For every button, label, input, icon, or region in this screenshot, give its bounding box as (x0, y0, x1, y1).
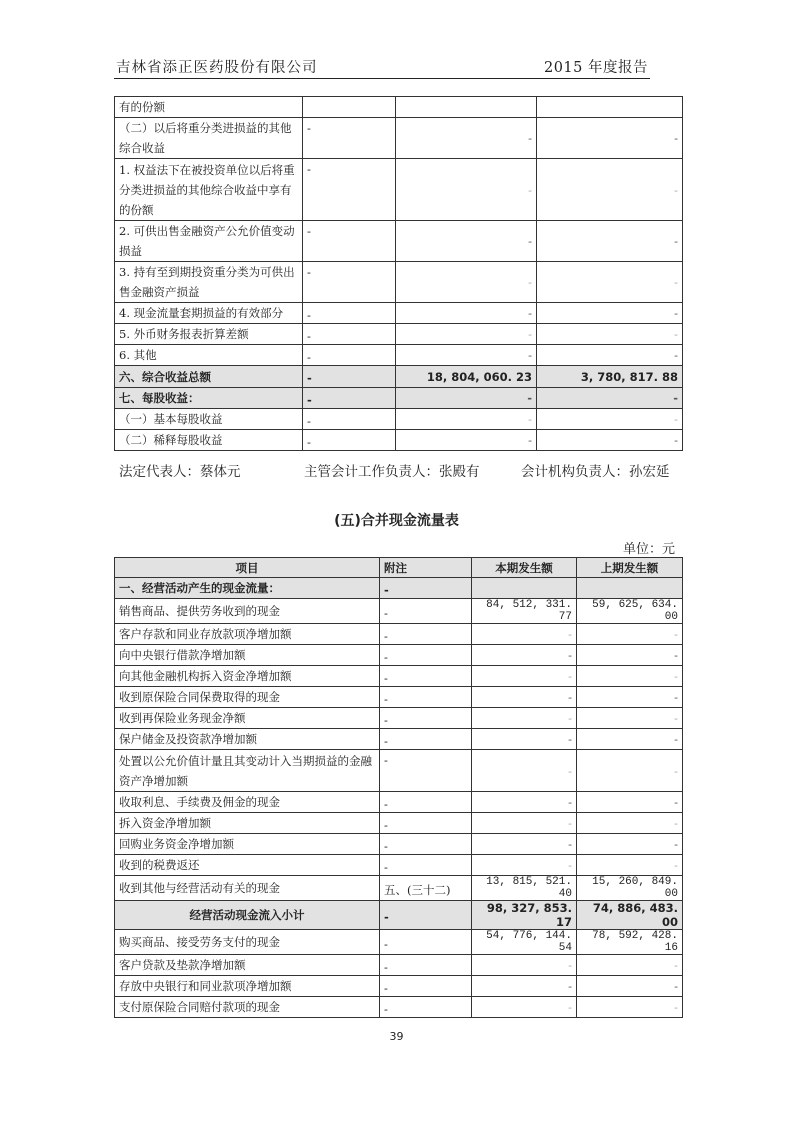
row-label: 经营活动现金流入小计 (115, 901, 380, 930)
table-row (115, 409, 683, 430)
row-label: 1. 权益法下在被投资单位以后将重分类进损益的其他综合收益中享有的份额 (115, 159, 303, 221)
row-note: - (380, 901, 472, 930)
row-previous-value: - (537, 118, 683, 159)
row-note: - (380, 624, 472, 645)
table-row (115, 687, 683, 708)
table-row (115, 430, 683, 451)
row-label: 收取利息、手续费及佣金的现金 (115, 792, 380, 813)
row-current-value: - (396, 345, 537, 366)
table-row (115, 118, 683, 159)
cash-flow-header-row (115, 558, 683, 578)
row-label: 处置以公允价值计量且其变动计入当期损益的金融资产净增加额 (115, 750, 380, 792)
cash-flow-table (114, 557, 683, 1018)
row-label: 客户存款和同业存放款项净增加额 (115, 624, 380, 645)
row-current-value: - (472, 624, 577, 645)
row-note: - (380, 834, 472, 855)
page-number: 39 (389, 1030, 404, 1043)
row-note: - (380, 955, 472, 976)
row-note: 五、(三十二) (380, 876, 472, 901)
header-note: 附注 (380, 558, 472, 578)
row-current-value: - (472, 955, 577, 976)
row-current-value: - (396, 221, 537, 262)
row-note: - (380, 666, 472, 687)
row-note: - (380, 708, 472, 729)
row-note: - (380, 855, 472, 876)
row-previous-value: - (537, 324, 683, 345)
row-label: 收到原保险合同保费取得的现金 (115, 687, 380, 708)
table-row (115, 901, 683, 930)
table-row (115, 855, 683, 876)
table-row (115, 930, 683, 955)
row-current-value: - (472, 729, 577, 750)
row-label: 向中央银行借款净增加额 (115, 645, 380, 666)
row-label: 拆入资金净增加额 (115, 813, 380, 834)
table-row (115, 997, 683, 1018)
table-row (115, 729, 683, 750)
row-note (303, 97, 396, 118)
table-row (115, 159, 683, 221)
row-current-value: - (472, 708, 577, 729)
row-note: - (380, 729, 472, 750)
row-current-value: - (396, 324, 537, 345)
table-row (115, 792, 683, 813)
row-note: - (380, 976, 472, 997)
row-label: 2. 可供出售金融资产公允价值变动损益 (115, 221, 303, 262)
row-label: 有的份额 (115, 97, 303, 118)
table-row (115, 97, 683, 118)
row-label: 购买商品、接受劳务支付的现金 (115, 930, 380, 955)
row-previous-value: - (577, 708, 683, 729)
table-row (115, 262, 683, 303)
header-divider (114, 78, 650, 79)
row-current-value: - (472, 976, 577, 997)
table-row (115, 708, 683, 729)
row-previous-value: - (537, 221, 683, 262)
table-row (115, 750, 683, 792)
row-current-value: 84, 512, 331. 77 (472, 599, 577, 624)
accounting-org-head: 会计机构负责人：孙宏延 (521, 464, 670, 480)
row-current-value: - (396, 118, 537, 159)
table-row (115, 955, 683, 976)
row-label: 一、经营活动产生的现金流量： (115, 578, 380, 599)
row-previous-value: - (577, 834, 683, 855)
row-note: - (303, 366, 396, 388)
row-current-value: - (472, 645, 577, 666)
row-label: 收到再保险业务现金净额 (115, 708, 380, 729)
row-current-value (396, 97, 537, 118)
header-item: 项目 (115, 558, 380, 578)
header-current: 本期发生额 (472, 558, 577, 578)
row-previous-value: 74, 886, 483. 00 (577, 901, 683, 930)
row-label: 七、每股收益： (115, 388, 303, 409)
row-label: 向其他金融机构拆入资金净增加额 (115, 666, 380, 687)
row-note: - (380, 687, 472, 708)
row-previous-value: - (537, 303, 683, 324)
row-label: （二）稀释每股收益 (115, 430, 303, 451)
row-note: - (380, 645, 472, 666)
row-previous-value: - (537, 262, 683, 303)
row-label: 5. 外币财务报表折算差额 (115, 324, 303, 345)
row-note: - (380, 813, 472, 834)
row-previous-value: 15, 260, 849. 00 (577, 876, 683, 901)
row-previous-value (577, 578, 683, 599)
comprehensive-income-table-body (115, 97, 683, 451)
row-current-value: - (472, 792, 577, 813)
row-current-value: 13, 815, 521. 40 (472, 876, 577, 901)
row-previous-value: 59, 625, 634. 00 (577, 599, 683, 624)
row-note: - (380, 750, 472, 792)
row-current-value: - (472, 666, 577, 687)
row-note: - (303, 324, 396, 345)
row-current-value: 54, 776, 144. 54 (472, 930, 577, 955)
row-current-value: - (396, 409, 537, 430)
row-note: - (303, 221, 396, 262)
row-current-value: - (396, 159, 537, 221)
table-row (115, 876, 683, 901)
unit-label: 单位：元 (622, 542, 675, 557)
row-label: 收到的税费返还 (115, 855, 380, 876)
row-label: 保户储金及投资款净增加额 (115, 729, 380, 750)
row-label: （二）以后将重分类进损益的其他综合收益 (115, 118, 303, 159)
row-previous-value (537, 97, 683, 118)
row-previous-value: - (537, 409, 683, 430)
row-previous-value: 3, 780, 817. 88 (537, 366, 683, 388)
row-previous-value: - (537, 430, 683, 451)
row-current-value: 18, 804, 060. 23 (396, 366, 537, 388)
table-row (115, 976, 683, 997)
table-row (115, 366, 683, 388)
legal-representative: 法定代表人：蔡体元 (119, 464, 241, 480)
row-label: 存放中央银行和同业款项净增加额 (115, 976, 380, 997)
row-current-value: - (472, 834, 577, 855)
row-previous-value: - (577, 997, 683, 1018)
row-note: - (303, 262, 396, 303)
section-title: (五)合并现金流量表 (334, 513, 459, 529)
table-row (115, 834, 683, 855)
row-label: 客户贷款及垫款净增加额 (115, 955, 380, 976)
row-current-value: - (472, 750, 577, 792)
row-note: - (303, 118, 396, 159)
row-note: - (380, 930, 472, 955)
row-previous-value: - (537, 159, 683, 221)
row-previous-value: - (577, 687, 683, 708)
row-current-value: - (396, 388, 537, 409)
row-label: 收到其他与经营活动有关的现金 (115, 876, 380, 901)
row-current-value: - (396, 430, 537, 451)
row-previous-value: - (577, 666, 683, 687)
comprehensive-income-table (114, 96, 683, 451)
row-note: - (380, 599, 472, 624)
row-previous-value: - (577, 729, 683, 750)
row-note: - (303, 159, 396, 221)
table-row (115, 303, 683, 324)
header-company: 吉林省添正医药股份有限公司 (116, 60, 318, 76)
table-row (115, 578, 683, 599)
row-previous-value: - (577, 792, 683, 813)
row-current-value: - (396, 303, 537, 324)
table-row (115, 345, 683, 366)
row-current-value: - (472, 687, 577, 708)
row-note: - (380, 792, 472, 813)
row-previous-value: - (577, 750, 683, 792)
row-note: - (380, 578, 472, 599)
row-current-value (472, 578, 577, 599)
table-row (115, 324, 683, 345)
row-previous-value: 78, 592, 428. 16 (577, 930, 683, 955)
table-row (115, 221, 683, 262)
row-label: 回购业务资金净增加额 (115, 834, 380, 855)
table-row (115, 388, 683, 409)
row-current-value: - (396, 262, 537, 303)
cash-flow-table-body (115, 578, 683, 1018)
row-label: 6. 其他 (115, 345, 303, 366)
row-previous-value: - (537, 388, 683, 409)
row-previous-value: - (537, 345, 683, 366)
row-previous-value: - (577, 813, 683, 834)
accounting-head: 主管会计工作负责人：张殿有 (304, 464, 480, 480)
row-previous-value: - (577, 955, 683, 976)
row-previous-value: - (577, 855, 683, 876)
header-previous: 上期发生额 (577, 558, 683, 578)
table-row (115, 624, 683, 645)
header-report-title: 2015 年度报告 (543, 60, 648, 76)
row-current-value: - (472, 813, 577, 834)
row-label: 六、综合收益总额 (115, 366, 303, 388)
table-row (115, 813, 683, 834)
row-current-value: - (472, 997, 577, 1018)
row-label: 支付原保险合同赔付款项的现金 (115, 997, 380, 1018)
row-label: 销售商品、提供劳务收到的现金 (115, 599, 380, 624)
row-previous-value: - (577, 624, 683, 645)
table-row (115, 666, 683, 687)
row-note: - (380, 997, 472, 1018)
table-row (115, 645, 683, 666)
row-note: - (303, 388, 396, 409)
row-label: 3. 持有至到期投资重分类为可供出售金融资产损益 (115, 262, 303, 303)
row-current-value: - (472, 855, 577, 876)
row-label: （一）基本每股收益 (115, 409, 303, 430)
row-note: - (303, 345, 396, 366)
row-note: - (303, 430, 396, 451)
row-note: - (303, 303, 396, 324)
row-previous-value: - (577, 645, 683, 666)
table-row (115, 599, 683, 624)
row-note: - (303, 409, 396, 430)
row-label: 4. 现金流量套期损益的有效部分 (115, 303, 303, 324)
row-previous-value: - (577, 976, 683, 997)
row-current-value: 98, 327, 853. 17 (472, 901, 577, 930)
